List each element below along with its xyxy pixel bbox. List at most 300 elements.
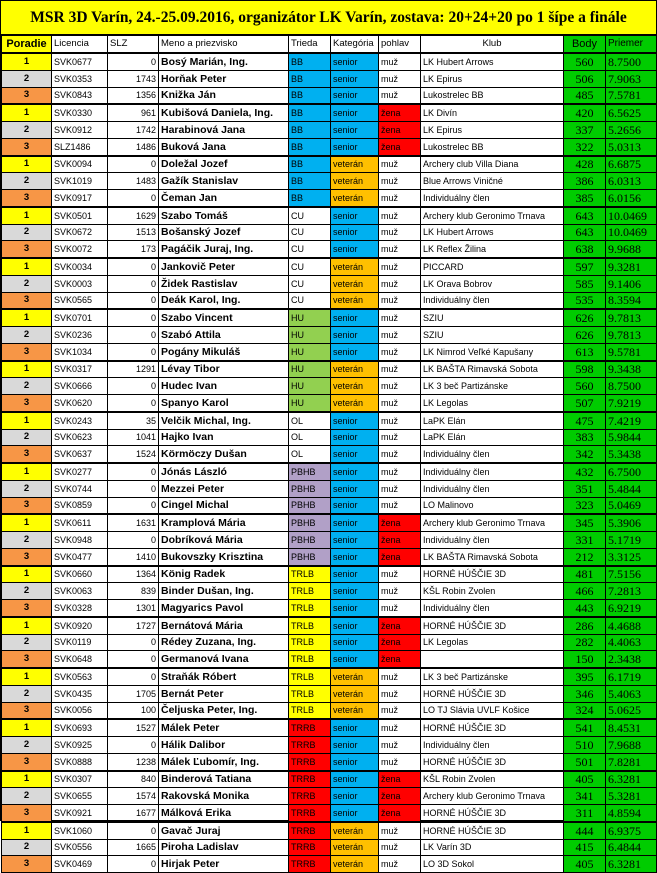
license-cell: SVK0063 [52,583,108,600]
name-cell: Gavač Juraj [159,822,289,839]
class-cell: PBHB [289,532,331,549]
average-cell: 7.9063 [606,70,657,87]
category-cell: veterán [331,156,379,173]
average-cell: 7.4219 [606,412,657,429]
license-cell: SVK1060 [52,822,108,839]
class-cell: HU [289,309,331,326]
average-cell: 9.5781 [606,343,657,360]
category-cell: senior [331,327,379,344]
class-cell: TRLB [289,702,331,719]
category-cell: senior [331,412,379,429]
category-cell: senior [331,617,379,634]
license-cell: SVK0565 [52,292,108,309]
license-cell: SVK0648 [52,651,108,668]
average-cell: 5.3438 [606,446,657,463]
name-cell: Rakovská Monika [159,788,289,805]
sex-cell: muž [379,224,421,241]
license-cell: SVK0056 [52,702,108,719]
name-cell: Hálik Dalibor [159,737,289,754]
points-cell: 386 [564,173,606,190]
rank-cell: 2 [2,788,52,805]
license-cell: SVK0637 [52,446,108,463]
points-cell: 341 [564,788,606,805]
col-header-slz: SLZ [108,36,159,54]
col-header-kategoria: Kategória [331,36,379,54]
sex-cell: muž [379,70,421,87]
points-cell: 420 [564,104,606,121]
rank-cell: 1 [2,822,52,839]
license-cell: SVK0330 [52,104,108,121]
sex-cell: muž [379,497,421,514]
name-cell: Hudec Ivan [159,378,289,395]
slz-cell: 173 [108,241,159,258]
rank-cell: 3 [2,600,52,617]
rank-cell: 1 [2,258,52,275]
club-cell: LK 3 beč Partizánske [421,668,564,685]
license-cell: SVK0920 [52,617,108,634]
table-row [2,702,657,719]
name-cell: Hirjak Peter [159,856,289,873]
slz-cell: 1238 [108,753,159,770]
rank-cell: 1 [2,719,52,736]
category-cell: veterán [331,395,379,412]
license-cell: SVK0307 [52,771,108,788]
slz-cell: 1677 [108,805,159,822]
category-cell: senior [331,87,379,104]
club-cell: LK Nimrod Veľké Kapušany [421,343,564,360]
slz-cell: 961 [108,104,159,121]
points-cell: 395 [564,668,606,685]
table-row [2,87,657,104]
license-cell: SVK0611 [52,514,108,531]
points-cell: 385 [564,190,606,207]
class-cell: TRRB [289,737,331,754]
average-cell: 5.2656 [606,122,657,139]
name-cell: König Radek [159,566,289,583]
class-cell: TRLB [289,566,331,583]
club-cell: Lukostrelec BB [421,138,564,155]
category-cell: senior [331,600,379,617]
average-cell: 5.4063 [606,685,657,702]
class-cell: BB [289,190,331,207]
slz-cell: 1742 [108,122,159,139]
table-row [2,737,657,754]
sex-cell: muž [379,719,421,736]
club-cell: LK Epirus [421,70,564,87]
slz-cell: 0 [108,309,159,326]
sex-cell: muž [379,87,421,104]
category-cell: senior [331,788,379,805]
rank-cell: 2 [2,70,52,87]
license-cell: SVK0744 [52,480,108,497]
name-cell: Kubišová Daniela, Ing. [159,104,289,121]
rank-cell: 2 [2,583,52,600]
col-header-poradie: Poradie [2,36,52,54]
class-cell: PBHB [289,514,331,531]
class-cell: BB [289,87,331,104]
class-cell: OL [289,412,331,429]
name-cell: Jónás László [159,463,289,480]
rank-cell: 3 [2,651,52,668]
points-cell: 415 [564,839,606,856]
class-cell: TRRB [289,805,331,822]
points-cell: 506 [564,70,606,87]
table-row [2,395,657,412]
average-cell: 6.0156 [606,190,657,207]
class-cell: HU [289,327,331,344]
license-cell: SVK0888 [52,753,108,770]
category-cell: senior [331,753,379,770]
category-cell: veterán [331,668,379,685]
slz-cell: 1665 [108,839,159,856]
rank-cell: 1 [2,156,52,173]
table-row [2,122,657,139]
slz-cell: 0 [108,480,159,497]
club-cell: LK Legolas [421,395,564,412]
category-cell: veterán [331,275,379,292]
club-cell: Individuálny člen [421,446,564,463]
average-cell: 2.3438 [606,651,657,668]
class-cell: BB [289,138,331,155]
col-header-priemer: Priemer [606,36,657,54]
slz-cell: 1486 [108,138,159,155]
club-cell [421,651,564,668]
average-cell: 9.7813 [606,327,657,344]
slz-cell: 0 [108,737,159,754]
sex-cell: žena [379,514,421,531]
average-cell: 6.9375 [606,822,657,839]
rank-cell: 3 [2,292,52,309]
name-cell: Jankovič Peter [159,258,289,275]
col-header-pohlav: pohlav [379,36,421,54]
category-cell: senior [331,583,379,600]
average-cell: 4.4063 [606,634,657,651]
slz-cell: 0 [108,292,159,309]
table-row [2,138,657,155]
category-cell: veterán [331,839,379,856]
name-cell: Körmöczy Dušan [159,446,289,463]
table-row [2,463,657,480]
points-cell: 150 [564,651,606,668]
name-cell: Rédey Zuzana, Ing. [159,634,289,651]
class-cell: TRLB [289,634,331,651]
sex-cell: muž [379,292,421,309]
rank-cell: 2 [2,839,52,856]
club-cell: HORNÉ HÚŠČIE 3D [421,822,564,839]
class-cell: CU [289,292,331,309]
sex-cell: muž [379,378,421,395]
name-cell: Binderová Tatiana [159,771,289,788]
slz-cell: 0 [108,856,159,873]
table-row [2,514,657,531]
table-row [2,771,657,788]
club-cell: Individuálny člen [421,463,564,480]
class-cell: HU [289,378,331,395]
name-cell: Velčik Michal, Ing. [159,412,289,429]
slz-cell: 1364 [108,566,159,583]
average-cell: 3.3125 [606,548,657,565]
class-cell: TRRB [289,788,331,805]
points-cell: 510 [564,737,606,754]
slz-cell: 0 [108,668,159,685]
sex-cell: žena [379,617,421,634]
sheet-title: MSR 3D Varín, 24.-25.09.2016, organizátor LK Varín, zostava: 20+24+20 po 1 šípe a finále [1,1,656,35]
slz-cell: 1705 [108,685,159,702]
table-row [2,190,657,207]
average-cell: 7.5781 [606,87,657,104]
club-cell: LK BAŠTA Rimavská Sobota [421,361,564,378]
table-row [2,668,657,685]
class-cell: CU [289,207,331,224]
average-cell: 5.0313 [606,138,657,155]
sex-cell: muž [379,173,421,190]
class-cell: TRLB [289,617,331,634]
license-cell: SVK0925 [52,737,108,754]
club-cell: Blue Arrows Viničné [421,173,564,190]
club-cell: HORNÉ HÚŠČIE 3D [421,685,564,702]
category-cell: senior [331,122,379,139]
average-cell: 5.1719 [606,532,657,549]
class-cell: TRRB [289,719,331,736]
col-header-klub: Klub [421,36,564,54]
average-cell: 7.9219 [606,395,657,412]
points-cell: 443 [564,600,606,617]
table-row [2,292,657,309]
category-cell: senior [331,70,379,87]
club-cell: Archery klub Geronimo Trnava [421,207,564,224]
rank-cell: 3 [2,87,52,104]
class-cell: CU [289,275,331,292]
sex-cell: muž [379,480,421,497]
license-cell: SVK0623 [52,429,108,446]
average-cell: 5.3281 [606,788,657,805]
class-cell: BB [289,122,331,139]
rank-cell: 1 [2,463,52,480]
category-cell: senior [331,53,379,70]
average-cell: 5.0469 [606,497,657,514]
sex-cell: muž [379,668,421,685]
points-cell: 541 [564,719,606,736]
club-cell: LO 3D Sokol [421,856,564,873]
license-cell: SVK0912 [52,122,108,139]
club-cell: HORNÉ HÚŠČIE 3D [421,719,564,736]
points-cell: 560 [564,53,606,70]
category-cell: senior [331,224,379,241]
slz-cell: 35 [108,412,159,429]
rank-cell: 2 [2,532,52,549]
rank-cell: 3 [2,241,52,258]
sex-cell: žena [379,138,421,155]
rank-cell: 2 [2,327,52,344]
class-cell: HU [289,395,331,412]
sex-cell: muž [379,190,421,207]
sex-cell: žena [379,771,421,788]
slz-cell: 0 [108,258,159,275]
average-cell: 7.5156 [606,566,657,583]
rank-cell: 1 [2,361,52,378]
category-cell: senior [331,514,379,531]
rank-cell: 3 [2,138,52,155]
average-cell: 6.1719 [606,668,657,685]
license-cell: SVK0948 [52,532,108,549]
slz-cell: 100 [108,702,159,719]
name-cell: Doležal Jozef [159,156,289,173]
points-cell: 507 [564,395,606,412]
category-cell: senior [331,634,379,651]
slz-cell: 0 [108,343,159,360]
average-cell: 6.4844 [606,839,657,856]
class-cell: TRLB [289,685,331,702]
club-cell: Individuálny člen [421,532,564,549]
name-cell: Binder Dušan, Ing. [159,583,289,600]
table-row [2,258,657,275]
table-row [2,480,657,497]
club-cell: HORNÉ HÚŠČIE 3D [421,805,564,822]
col-header-licencia: Licencia [52,36,108,54]
license-cell: SVK0501 [52,207,108,224]
rank-cell: 3 [2,190,52,207]
license-cell: SVK0477 [52,548,108,565]
average-cell: 5.0625 [606,702,657,719]
club-cell: LK BAŠTA Rimavská Sobota [421,548,564,565]
name-cell: Deák Karol, Ing. [159,292,289,309]
points-cell: 626 [564,309,606,326]
slz-cell: 0 [108,651,159,668]
rank-cell: 1 [2,617,52,634]
club-cell: KŠL Robin Zvolen [421,583,564,600]
average-cell: 10.0469 [606,207,657,224]
name-cell: Spanyo Karol [159,395,289,412]
table-row [2,104,657,121]
name-cell: Bošanský Jozef [159,224,289,241]
club-cell: LK 3 beč Partizánske [421,378,564,395]
category-cell: senior [331,138,379,155]
category-cell: veterán [331,378,379,395]
club-cell: HORNÉ HÚŠČIE 3D [421,617,564,634]
name-cell: Gažík Stanislav [159,173,289,190]
slz-cell: 1513 [108,224,159,241]
class-cell: BB [289,104,331,121]
sex-cell: muž [379,839,421,856]
license-cell: SVK0003 [52,275,108,292]
table-row [2,309,657,326]
class-cell: BB [289,53,331,70]
sex-cell: muž [379,156,421,173]
name-cell: Bernátová Mária [159,617,289,634]
points-cell: 585 [564,275,606,292]
name-cell: Dobríková Mária [159,532,289,549]
license-cell: SVK0236 [52,327,108,344]
col-header-trieda: Trieda [289,36,331,54]
category-cell: senior [331,309,379,326]
class-cell: PBHB [289,463,331,480]
rank-cell: 3 [2,856,52,873]
slz-cell: 0 [108,327,159,344]
license-cell: SVK1019 [52,173,108,190]
club-cell: LaPK Elán [421,412,564,429]
table-row [2,224,657,241]
slz-cell: 1301 [108,600,159,617]
name-cell: Buková Jana [159,138,289,155]
club-cell: LK Varín 3D [421,839,564,856]
club-cell: LK Legolas [421,634,564,651]
points-cell: 346 [564,685,606,702]
name-cell: Szabó Attila [159,327,289,344]
slz-cell: 0 [108,395,159,412]
average-cell: 8.4531 [606,719,657,736]
slz-cell: 1743 [108,70,159,87]
rank-cell: 1 [2,104,52,121]
average-cell: 10.0469 [606,224,657,241]
class-cell: TRLB [289,600,331,617]
points-cell: 212 [564,548,606,565]
slz-cell: 839 [108,583,159,600]
rank-cell: 2 [2,634,52,651]
table-row [2,856,657,873]
average-cell: 8.3594 [606,292,657,309]
slz-cell: 1524 [108,446,159,463]
average-cell: 9.9688 [606,241,657,258]
table-row [2,600,657,617]
license-cell: SVK0701 [52,309,108,326]
sex-cell: muž [379,702,421,719]
club-cell: SZIU [421,309,564,326]
club-cell: Individuálny člen [421,737,564,754]
name-cell: Harabinová Jana [159,122,289,139]
category-cell: senior [331,805,379,822]
sex-cell: muž [379,53,421,70]
rank-cell: 1 [2,566,52,583]
table-row [2,327,657,344]
class-cell: TRRB [289,771,331,788]
points-cell: 643 [564,207,606,224]
name-cell: Čeljuska Peter, Ing. [159,702,289,719]
club-cell: Individuálny člen [421,480,564,497]
points-cell: 337 [564,122,606,139]
table-row [2,583,657,600]
rank-cell: 1 [2,412,52,429]
points-cell: 324 [564,702,606,719]
name-cell: Málek Peter [159,719,289,736]
sex-cell: muž [379,753,421,770]
name-cell: Knižka Ján [159,87,289,104]
license-cell: SVK0666 [52,378,108,395]
license-cell: SVK0277 [52,463,108,480]
points-cell: 535 [564,292,606,309]
class-cell: OL [289,429,331,446]
sex-cell: žena [379,548,421,565]
slz-cell: 1483 [108,173,159,190]
average-cell: 7.9688 [606,737,657,754]
club-cell: LK Orava Bobrov [421,275,564,292]
license-cell: SLZ1486 [52,138,108,155]
sex-cell: muž [379,241,421,258]
rank-cell: 2 [2,173,52,190]
table-row [2,207,657,224]
sex-cell: muž [379,258,421,275]
points-cell: 475 [564,412,606,429]
license-cell: SVK0353 [52,70,108,87]
club-cell: LO TJ Slávia UVLF Košice [421,702,564,719]
sex-cell: muž [379,600,421,617]
table-row [2,548,657,565]
points-cell: 428 [564,156,606,173]
rank-cell: 3 [2,343,52,360]
average-cell: 7.8281 [606,753,657,770]
points-cell: 485 [564,87,606,104]
points-cell: 613 [564,343,606,360]
average-cell: 5.3906 [606,514,657,531]
